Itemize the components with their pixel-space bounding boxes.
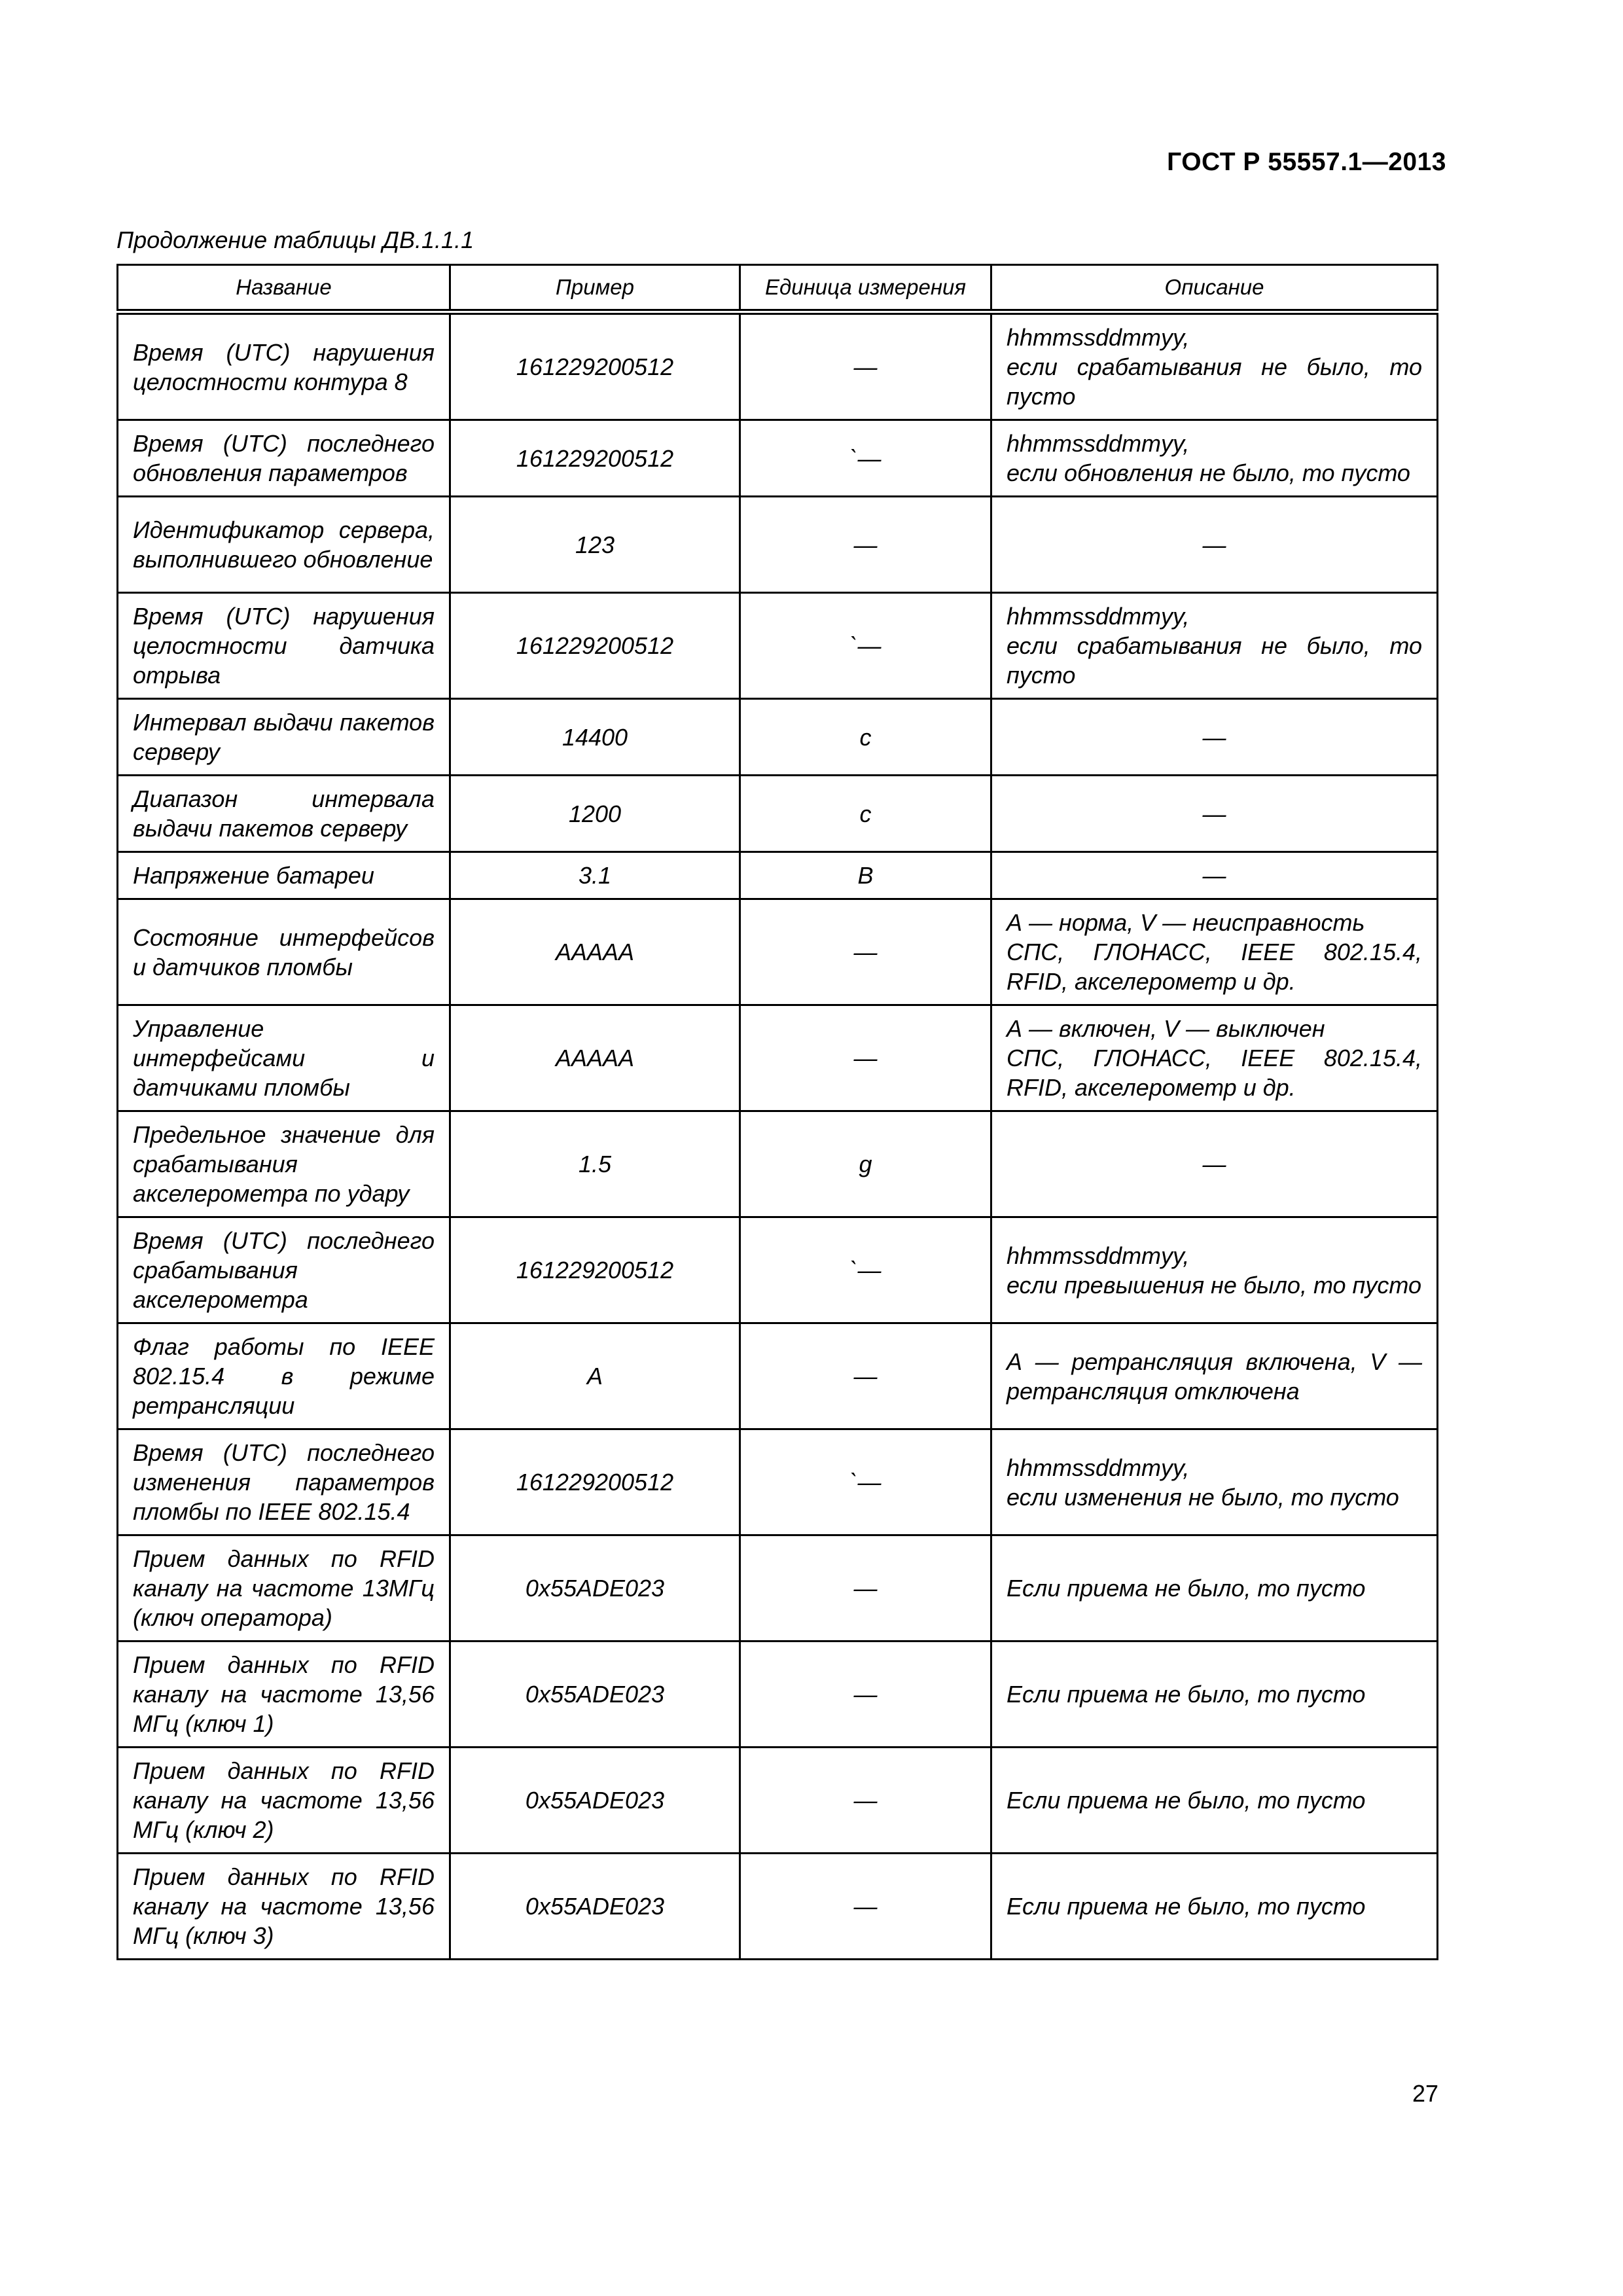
description-line: —	[1202, 800, 1226, 827]
description-line: если срабатывания не было, то пусто	[1007, 353, 1422, 410]
cell-description	[991, 1748, 1438, 1854]
cell-description	[991, 1535, 1438, 1641]
cell-unit: В	[740, 852, 991, 899]
document-code: ГОСТ Р 55557.1—2013	[1167, 148, 1446, 176]
table-row	[118, 852, 1438, 899]
cell-unit: `—	[740, 1429, 991, 1535]
cell-name: Предельное значение для срабатывания акселерометра по удару	[118, 1111, 450, 1217]
cell-unit: g	[740, 1111, 991, 1217]
cell-unit: —	[740, 1535, 991, 1641]
table-row	[118, 1005, 1438, 1111]
cell-example: 1200	[450, 776, 740, 852]
description-line: hhmmssddmmyy,	[1007, 1242, 1190, 1269]
cell-example: 161229200512	[450, 1429, 740, 1535]
cell-example: A	[450, 1323, 740, 1429]
table-row	[118, 497, 1438, 593]
description-line: —	[1202, 862, 1226, 889]
description-line: СПС, ГЛОНАСС, IEEE 802.15.4, RFID, акселерометр и др.	[1007, 1045, 1422, 1101]
cell-description	[991, 1323, 1438, 1429]
cell-example: 0x55ADE023	[450, 1641, 740, 1748]
cell-unit: —	[740, 1748, 991, 1854]
cell-name: Интервал выдачи пакетов серверу	[118, 699, 450, 776]
cell-name: Время (UTC) последнего обновления параметров	[118, 420, 450, 497]
description-line: Если приема не было, то пусто	[1007, 1787, 1366, 1814]
table-row	[118, 1854, 1438, 1960]
cell-description	[991, 1854, 1438, 1960]
description-line: Если приема не было, то пусто	[1007, 1893, 1366, 1920]
cell-unit: с	[740, 776, 991, 852]
page-number: 27	[1412, 2080, 1438, 2107]
cell-name: Флаг работы по IEEE 802.15.4 в режиме ретрансляции	[118, 1323, 450, 1429]
cell-unit: —	[740, 1323, 991, 1429]
description-line: hhmmssddmmyy,	[1007, 430, 1190, 457]
cell-description	[991, 699, 1438, 776]
description-line: hhmmssddmmyy,	[1007, 603, 1190, 630]
table-row	[118, 1111, 1438, 1217]
cell-example: 1.5	[450, 1111, 740, 1217]
cell-description	[991, 1429, 1438, 1535]
parameters-table	[116, 264, 1438, 1960]
table-row	[118, 1429, 1438, 1535]
cell-description	[991, 593, 1438, 699]
cell-name: Управление интерфейсами и датчиками пломбы	[118, 1005, 450, 1111]
cell-name: Прием данных по RFID каналу на частоте 13,56 МГц (ключ 1)	[118, 1641, 450, 1748]
cell-example: 0x55ADE023	[450, 1854, 740, 1960]
table-row	[118, 312, 1438, 420]
description-line: если превышения не было, то пусто	[1007, 1271, 1421, 1299]
cell-unit: —	[740, 1641, 991, 1748]
table-row	[118, 776, 1438, 852]
cell-example: 161229200512	[450, 593, 740, 699]
description-line: если изменения не было, то пусто	[1007, 1483, 1399, 1511]
cell-name: Время (UTC) нарушения целостности контура 8	[118, 312, 450, 420]
cell-example: 0x55ADE023	[450, 1748, 740, 1854]
cell-example: 0x55ADE023	[450, 1535, 740, 1641]
table-row	[118, 1535, 1438, 1641]
cell-example: 123	[450, 497, 740, 593]
cell-unit: `—	[740, 420, 991, 497]
cell-name: Диапазон интервала выдачи пакетов серверу	[118, 776, 450, 852]
column-header-unit: Единица измерения	[740, 265, 991, 312]
cell-description	[991, 1111, 1438, 1217]
cell-unit: —	[740, 1005, 991, 1111]
cell-unit: `—	[740, 593, 991, 699]
cell-description	[991, 497, 1438, 593]
description-line: Если приема не было, то пусто	[1007, 1575, 1366, 1602]
description-line: hhmmssddmmyy,	[1007, 1454, 1190, 1481]
table-row	[118, 1217, 1438, 1323]
table-row	[118, 593, 1438, 699]
description-line: —	[1202, 1151, 1226, 1177]
cell-name: Напряжение батареи	[118, 852, 450, 899]
table-header-row	[118, 265, 1438, 312]
column-header-description: Описание	[991, 265, 1438, 312]
table-row	[118, 420, 1438, 497]
cell-example: 3.1	[450, 852, 740, 899]
description-line: А — включен, V — выключен	[1007, 1015, 1325, 1042]
column-header-example: Пример	[450, 265, 740, 312]
cell-name: Время (UTC) нарушения целостности датчика отрыва	[118, 593, 450, 699]
cell-description	[991, 312, 1438, 420]
cell-description	[991, 899, 1438, 1005]
cell-unit: —	[740, 312, 991, 420]
table-caption: Продолжение таблицы ДВ.1.1.1	[116, 226, 474, 253]
cell-description	[991, 1005, 1438, 1111]
description-line: hhmmssddmmyy,	[1007, 324, 1190, 351]
table-row	[118, 1748, 1438, 1854]
cell-name: Состояние интерфейсов и датчиков пломбы	[118, 899, 450, 1005]
cell-unit: —	[740, 497, 991, 593]
cell-description	[991, 1641, 1438, 1748]
cell-name: Идентификатор сервера, выполнившего обновление	[118, 497, 450, 593]
cell-unit: с	[740, 699, 991, 776]
description-line: Если приема не было, то пусто	[1007, 1681, 1366, 1708]
description-line: А — ретрансляция включена, V — ретрансляция отключена	[1007, 1348, 1422, 1405]
table-row	[118, 699, 1438, 776]
cell-name: Время (UTC) последнего изменения параметров пломбы по IEEE 802.15.4	[118, 1429, 450, 1535]
cell-example: 161229200512	[450, 312, 740, 420]
cell-example: AAAAA	[450, 1005, 740, 1111]
cell-unit: —	[740, 1854, 991, 1960]
cell-example: 14400	[450, 699, 740, 776]
cell-name: Прием данных по RFID каналу на частоте 13,56 МГц (ключ 2)	[118, 1748, 450, 1854]
table-row	[118, 899, 1438, 1005]
cell-unit: `—	[740, 1217, 991, 1323]
description-line: —	[1202, 723, 1226, 751]
cell-example: AAAAA	[450, 899, 740, 1005]
table-row	[118, 1641, 1438, 1748]
cell-name: Прием данных по RFID каналу на частоте 13,56 МГц (ключ 3)	[118, 1854, 450, 1960]
cell-description	[991, 420, 1438, 497]
description-line: А — норма, V — неисправность	[1007, 909, 1365, 936]
description-line: СПС, ГЛОНАСС, IEEE 802.15.4, RFID, акселерометр и др.	[1007, 939, 1422, 995]
description-line: если срабатывания не было, то пусто	[1007, 632, 1422, 689]
cell-unit: —	[740, 899, 991, 1005]
cell-example: 161229200512	[450, 420, 740, 497]
column-header-name: Название	[118, 265, 450, 312]
description-line: если обновления не было, то пусто	[1007, 459, 1410, 486]
cell-description	[991, 852, 1438, 899]
cell-name: Прием данных по RFID каналу на частоте 13МГц (ключ оператора)	[118, 1535, 450, 1641]
description-line: —	[1202, 531, 1226, 558]
cell-description	[991, 776, 1438, 852]
cell-example: 161229200512	[450, 1217, 740, 1323]
cell-description	[991, 1217, 1438, 1323]
table-row	[118, 1323, 1438, 1429]
cell-name: Время (UTC) последнего срабатывания акселерометра	[118, 1217, 450, 1323]
